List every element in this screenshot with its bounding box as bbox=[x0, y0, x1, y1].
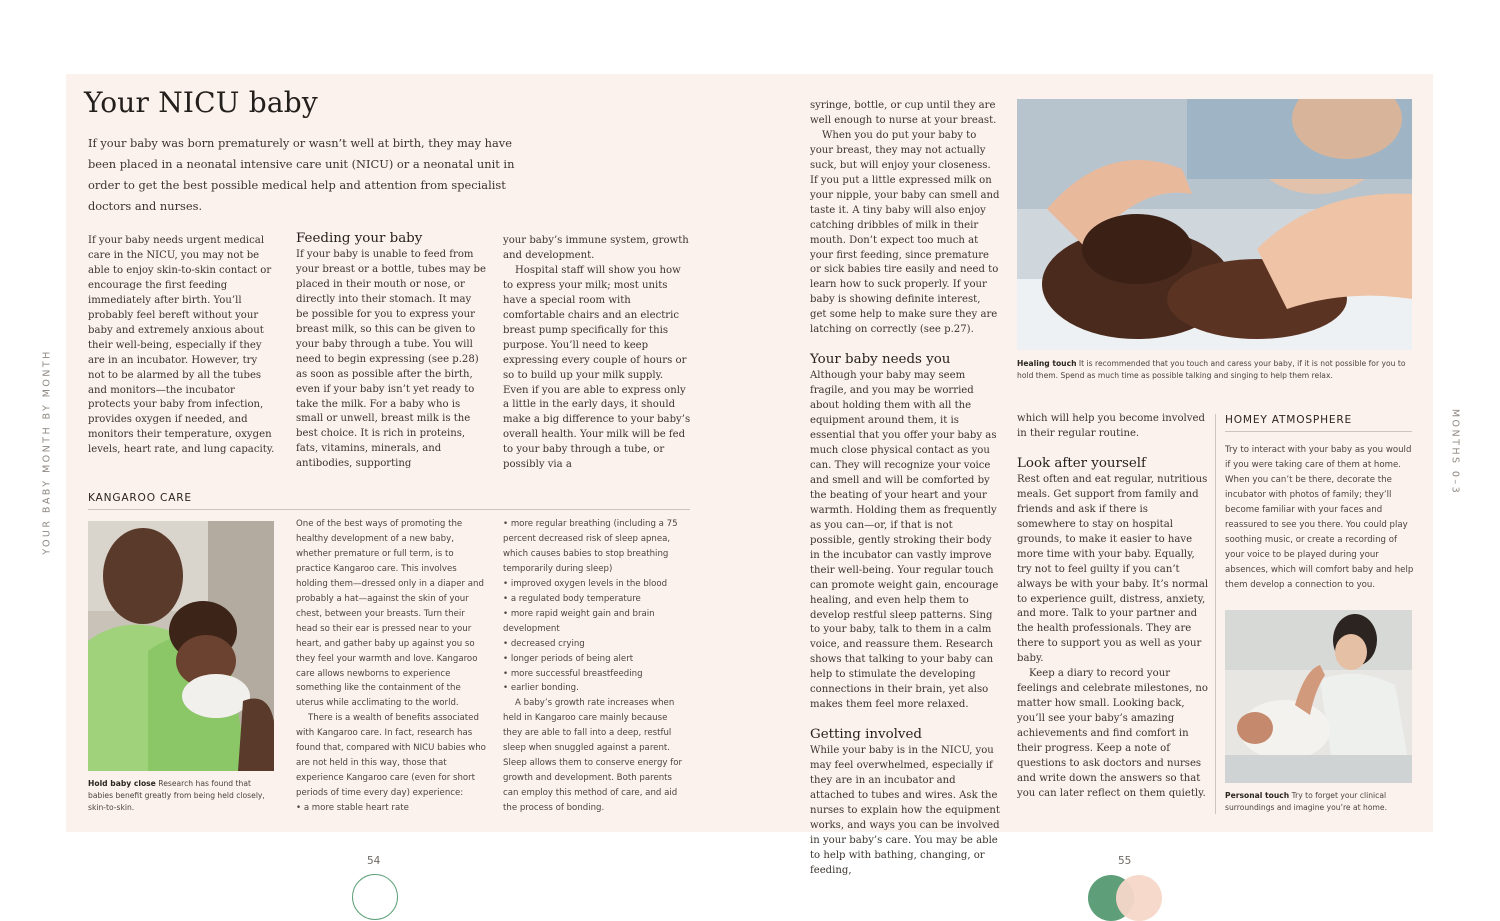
left-running-head: YOUR BABY MONTH BY MONTH bbox=[41, 349, 53, 555]
right-column-2 bbox=[1017, 412, 1209, 802]
benefit-item: • improved oxygen levels in the blood bbox=[503, 577, 689, 592]
page-number-right: 55 bbox=[1118, 855, 1132, 867]
feeding-heading: Feeding your baby bbox=[296, 231, 423, 246]
right-running-head: MONTHS 0–3 bbox=[1449, 408, 1461, 496]
benefit-item: • a more stable heart rate bbox=[296, 801, 488, 816]
kangaroo-column-1 bbox=[296, 517, 488, 816]
benefit-item: • decreased crying bbox=[503, 637, 689, 652]
kangaroo-photo-caption bbox=[88, 778, 278, 814]
page-circle-peach bbox=[1116, 875, 1162, 921]
sidebar-rule bbox=[1225, 431, 1412, 432]
nicu-care-paragraph: If your baby needs urgent medical care in the NICU, you may not be able to enjoy skin-to-skin contact or encourage the first feeding immediately after birth. You’ll probably feel bereft without your baby and extremely anxious about their well-being, especially if they are in an incubator. However, try not to be alarmed by all the tubes and monitors—the incubator protects your baby from infection, provides oxygen if needed, and monitors their temperature, oxygen levels, heart rate, and lung capacity. bbox=[88, 235, 275, 456]
caption-title: Hold baby close bbox=[88, 779, 156, 788]
benefit-item: • more regular breathing (including a 75 percent decreased risk of sleep apnea, which causes babies to stop breathing temporarily during sleep) bbox=[503, 517, 689, 577]
benefit-item: • earlier bonding. bbox=[503, 681, 689, 696]
intro-column-3 bbox=[503, 234, 691, 473]
personal-touch-photo bbox=[1225, 610, 1412, 783]
page-circle-outline bbox=[352, 874, 398, 920]
caption-text: It is recommended that you touch and caress your baby, if it is not possible for you to hold them. Spend as much time as possible talking and singing to help them relax. bbox=[1017, 359, 1406, 380]
benefit-item: • more successful breastfeeding bbox=[503, 667, 689, 682]
getting-involved-heading: Getting involved bbox=[810, 727, 922, 743]
kangaroo-care-photo bbox=[88, 521, 274, 771]
page-number-left: 54 bbox=[367, 855, 381, 867]
benefit-item: • more rapid weight gain and brain development bbox=[503, 607, 689, 637]
expressing-paragraph: Hospital staff will show you how to express your milk; most units have a special room with comfortable chairs and an electric breast pump specifically for this purpose. You’ll need to keep expressing every couple of hours or so to build up your milk supply. Even if you are able to express only a little in the early days, it should make a big difference to your baby’s overall health. Your milk will be fed to your baby through a tube, or possibly via a bbox=[503, 264, 691, 471]
homey-paragraph: Try to interact with your baby as you would if you were taking care of them at home. When you can’t be there, decorate the incubator with photos of family; they’ll become familiar with your faces and reassured to see you there. You could play soothing music, or create a recording of your voice to be played during your absences, which will comfort baby and help them develop a connection to you. bbox=[1225, 445, 1414, 590]
healing-photo-caption bbox=[1017, 358, 1412, 382]
personal-photo-caption bbox=[1225, 790, 1415, 814]
page-title: Your NICU baby bbox=[84, 86, 318, 119]
feeding-paragraph: If your baby is unable to feed from your breast or a bottle, tubes may be placed in their mouth or nose, or directly into their stomach. It may be possible for you to express your breast milk, so this can be given to your baby through a tube. You will need to begin expressing (see p.28) as soon as possible after the birth, even if your baby isn’t yet ready to take the milk. For a baby who is small or unwell, breast milk is the best choice. It is rich in proteins, fats, vitamins, minerals, and antibodies, supporting bbox=[296, 249, 486, 470]
section-divider bbox=[88, 509, 690, 510]
diary-paragraph: Keep a diary to record your feelings and celebrate milestones, no matter how small. Looking back, you’ll see your baby’s amazing achievements and find comfort in their progress. Keep a note of questions to ask doctors and nurses and write down the answers so that you can later reflect on them quietly. bbox=[1017, 668, 1209, 799]
kangaroo-benefits-paragraph: There is a wealth of benefits associated with Kangaroo care. In fact, research has found that, compared with NICU babies who are not held in this way, those that experience Kangaroo care (even for short periods of time every day) experience: bbox=[296, 713, 486, 799]
healing-touch-photo bbox=[1017, 99, 1412, 350]
look-after-yourself-heading: Look after yourself bbox=[1017, 455, 1146, 471]
caption-title: Personal touch bbox=[1225, 791, 1290, 800]
caption-text: Try to forget your clinical surroundings and imagine you’re at home. bbox=[1225, 791, 1388, 812]
getting-involved-paragraph: While your baby is in the NICU, you may feel overwhelmed, especially if they are in an incubator and attached to tubes and wires. Ask the nurses to explain how the equipment works, and ways you can be involved in your baby’s care. You may be able to help with bathing, changing, or feeding, bbox=[810, 745, 1000, 876]
intro-column-1 bbox=[88, 234, 276, 458]
kangaroo-column-2 bbox=[503, 517, 689, 816]
right-column-1 bbox=[810, 99, 1000, 879]
look-after-yourself-paragraph: Rest often and eat regular, nutritious meals. Get support from family and friends and ask if there is somewhere to stay on hospital grounds, to make it easier to have more time with your baby. Equally, try not to feel guilty if you can’t always be with your baby. It’s normal to experience guilt, distress, anxiety, and more. Talk to your partner and the health professionals. They are there to support you as well as your baby. bbox=[1017, 473, 1209, 665]
caption-text: Research has found that babies benefit greatly from being held closely, skin-to-skin. bbox=[88, 779, 265, 812]
kangaroo-care-label: KANGAROO CARE bbox=[88, 492, 192, 504]
kangaroo-intro-paragraph: One of the best ways of promoting the healthy development of a new baby, whether premature or full term, is to practice Kangaroo care. This involves holding them—dressed only in a diaper and probably a hat—against the skin of your chest, between your breasts. Turn their head so their ear is pressed near to your heart, and gather baby up against you so they feel your warmth and love. Kangaroo care allows newborns to experience something like the containment of the uterus while acclimating to the world. bbox=[296, 519, 484, 709]
homey-atmosphere-text bbox=[1225, 443, 1415, 593]
benefit-item: • longer periods of being alert bbox=[503, 652, 689, 667]
routine-continued: which will help you become involved in their regular routine. bbox=[1017, 413, 1205, 439]
benefit-item: • a regulated body temperature bbox=[503, 592, 689, 607]
homey-atmosphere-label: HOMEY ATMOSPHERE bbox=[1225, 414, 1352, 426]
nursing-continued: syringe, bottle, or cup until they are well enough to nurse at your breast. bbox=[810, 100, 997, 126]
growth-rate-paragraph: A baby’s growth rate increases when held in Kangaroo care mainly because they are able to fall into a deep, restful sleep when snuggled against a parent. Sleep allows them to conserve energy for growth and development. Both parents can employ this method of care, and aid the process of bonding. bbox=[503, 698, 683, 814]
intro-paragraph: If your baby was born prematurely or wasn’t well at birth, they may have been placed in a neonatal intensive care unit (NICU) or a neonatal unit in order to get the best possible medical help and attention from specialist doctors and nurses. bbox=[88, 136, 515, 213]
baby-needs-you-paragraph: Although your baby may seem fragile, and you may be worried about holding them with all the equipment around them, it is essential that you offer your baby as much close physical contact as you can. They will recognize your voice and smell and will be comforted by the beating of your heart and your warmth. Holding them as frequently as you can—or, if that is not possible, gently stroking their body in the incubator can vastly improve their well-being. Your regular touch can promote weight gain, encourage healing, and even help them to develop restful sleep patterns. Sing to your baby, talk to them in a calm voice, and reassure them. Research shows that talking to your baby can help to stimulate the developing connections in their brain, yet also makes them feel more relaxed. bbox=[810, 370, 999, 711]
sidebar-divider bbox=[1215, 414, 1216, 814]
feeding-continued: your baby’s immune system, growth and development. bbox=[503, 235, 689, 261]
baby-needs-you-heading: Your baby needs you bbox=[810, 352, 951, 368]
intro-column-2 bbox=[296, 230, 486, 472]
breastfeeding-paragraph: When you do put your baby to your breast, they may not actually suck, but will enjoy your closeness. If you put a little expressed milk on your nipple, your baby can smell and taste it. A tiny baby will also enjoy catching dribbles of milk in their mouth. Don’t expect too much at your first feeding, since premature or sick babies tire easily and need to learn how to suck properly. If your baby is showing definite interest, get some help to make sure they are latching on correctly (see p.27). bbox=[810, 129, 1000, 336]
caption-title: Healing touch bbox=[1017, 359, 1077, 368]
